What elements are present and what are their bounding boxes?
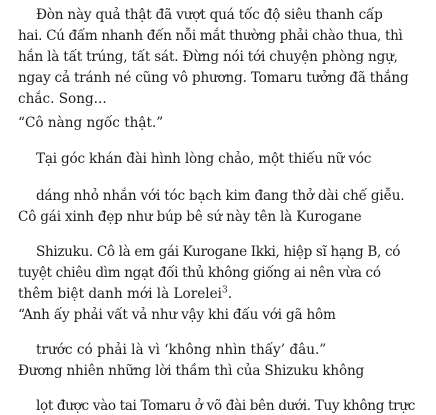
text-line: chắc. Song...	[18, 91, 107, 107]
text-line-with-footnote	[18, 285, 418, 303]
text-segment: thêm biệt danh mới là Lorelei	[18, 286, 222, 302]
text-line: ngay cả tránh né cũng vô phương. Tomaru tưởng đã thắng	[18, 70, 409, 86]
quote-line: trước có phải là vì ‘không nhìn thấy’ đâu.”	[36, 342, 327, 358]
text-line: dáng nhỏ nhắn với tóc bạch kim đang thở dài chế giễu.	[36, 188, 405, 204]
text-line: hắn là tất trúng, tất sát. Đừng nói tới chuyện phòng ngự,	[18, 49, 398, 65]
quote-line: “Anh ấy phải vất vả như vậy khi đấu với gã hôm	[18, 307, 336, 323]
footnote-marker: 3	[222, 285, 228, 296]
text-line: lọt được vào tai Tomaru ở võ đài bên dưới. Tuy không trực	[36, 398, 415, 414]
text-line: Shizuku. Cô là em gái Kurogane Ikki, hiệp sĩ hạng B, có	[36, 244, 401, 260]
text-line: tuyệt chiêu dìm ngạt đối thủ không giống ai nên vừa có	[18, 265, 381, 281]
text-line: hai. Cú đấm nhanh đến nỗi mắt thường phải chào thua, thì	[18, 28, 403, 44]
text-line: Đương nhiên những lời thầm thì của Shizuku không	[18, 363, 365, 379]
text-line: Tại góc khán đài hình lòng chảo, một thiếu nữ vóc	[36, 151, 372, 167]
text-line: Cô gái xinh đẹp như búp bê sứ này tên là Kurogane	[18, 209, 362, 225]
text-punctuation: .	[227, 286, 233, 302]
quote-line: “Cô nàng ngốc thật.”	[18, 115, 164, 131]
text-line: Đòn này quả thật đã vượt quá tốc độ siêu thanh cấp	[36, 7, 383, 23]
